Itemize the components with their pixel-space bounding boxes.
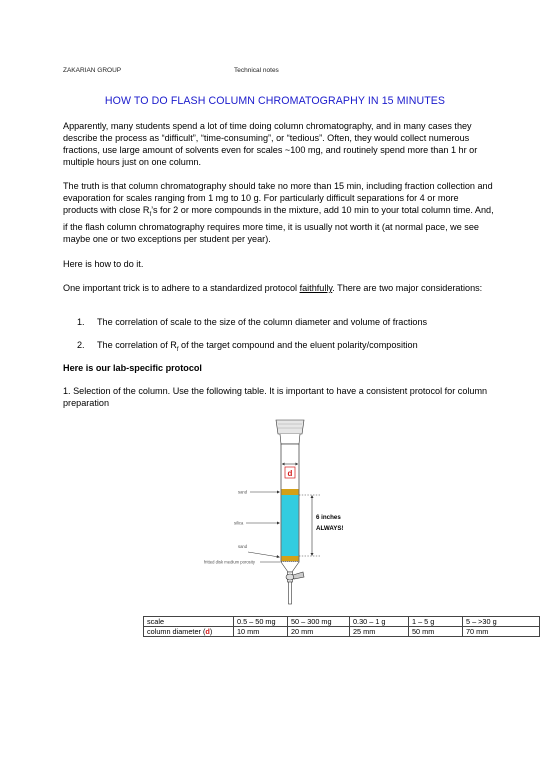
table-row xyxy=(144,627,540,637)
sand-bottom-layer xyxy=(282,556,299,561)
table-cell: 5 – >30 g xyxy=(463,617,540,627)
label-always: ALWAYS! xyxy=(316,525,344,532)
silica-layer xyxy=(282,495,299,556)
column-taper xyxy=(281,562,299,572)
table-cell: 70 mm xyxy=(463,627,540,637)
list-text: The correlation of scale to the size of the column diameter and volume of fractions xyxy=(97,317,428,327)
table-cell: 20 mm xyxy=(288,627,350,637)
glass-joint xyxy=(276,420,304,434)
table-cell: 50 – 300 mg xyxy=(288,617,350,627)
header-section: Technical notes xyxy=(234,67,279,74)
paragraph-intro: Apparently, many students spend a lot of time doing column chromatography, and in many cases they describe the process as “difficult”, “time-consuming”, or “tedious”. Often, they would collect numerous fractions, use large amount of solvents even for scales ~100 mg, and routinely spend more than 1 hr or multiple hours just on one column. xyxy=(63,121,478,168)
table-cell xyxy=(144,627,234,637)
list-number: 2. xyxy=(77,340,85,350)
row-label-d: d xyxy=(205,627,210,636)
label-silica: silica xyxy=(234,520,244,526)
paragraph-truth xyxy=(63,180,495,245)
table-row xyxy=(144,617,540,627)
list-text-part-b: of the target compound and the eluent polarity/composition xyxy=(178,340,418,350)
row-label-part-a: column diameter ( xyxy=(147,627,206,636)
table-cell: scale xyxy=(144,617,234,627)
rf-subscript: f xyxy=(149,212,152,218)
label-sand-bottom: sand xyxy=(238,544,248,549)
list-text-part-a: The correlation of R xyxy=(97,340,177,350)
column-diagram-svg xyxy=(200,412,360,610)
list-item xyxy=(77,316,497,328)
column-neck xyxy=(280,434,300,444)
table-cell: 10 mm xyxy=(234,627,288,637)
list-item xyxy=(77,339,497,356)
paragraph-truth-part-b: ’s for 2 or more compounds in the mixture, add 10 min to your total column time. And, if the flash column chromatography requires more time, it is usually not worth it (at normal pace, we see maybe one or two exceptions per student per year). xyxy=(63,205,494,245)
protocol-heading: Here is our lab-specific protocol xyxy=(63,363,202,373)
page-title: HOW TO DO FLASH COLUMN CHROMATOGRAPHY IN 15 MINUTES xyxy=(104,95,446,107)
faithfully-underlined: faithfully xyxy=(299,283,333,293)
scale-table xyxy=(143,616,540,637)
table-cell: 0.5 – 50 mg xyxy=(234,617,288,627)
column-diagram xyxy=(200,412,360,610)
stopcock-handle xyxy=(293,572,304,579)
diameter-label: d xyxy=(287,469,293,478)
table-cell: 50 mm xyxy=(409,627,463,637)
arrowhead xyxy=(277,491,280,494)
paragraph-column-selection: 1. Selection of the column. Use the following table. It is important to have a consistent protocol for column preparation xyxy=(63,386,488,409)
arrowhead xyxy=(277,522,280,525)
paragraph-trick-part-b: . There are two major considerations: xyxy=(332,283,483,293)
table-cell: 0.30 – 1 g xyxy=(350,617,409,627)
arrow-sand-bottom xyxy=(248,552,279,557)
arrowhead xyxy=(277,555,280,558)
list-number: 1. xyxy=(77,317,85,327)
label-six-inches: 6 inches xyxy=(316,514,341,521)
sand-top-layer xyxy=(282,489,299,495)
rf-subscript: f xyxy=(176,346,179,353)
column-tip xyxy=(289,582,292,604)
paragraph-trick-part-a: One important trick is to adhere to a standardized protocol xyxy=(63,283,300,293)
table-cell: 25 mm xyxy=(350,627,409,637)
table-cell: 1 – 5 g xyxy=(409,617,463,627)
header-group: ZAKARIAN GROUP xyxy=(63,67,122,74)
label-frit: fritted disk medium porosity xyxy=(204,559,255,565)
paragraph-trick xyxy=(63,282,495,294)
paragraph-how-to: Here is how to do it. xyxy=(63,259,144,269)
row-label-part-b: ) xyxy=(209,627,213,636)
paragraph-truth-part-a: The truth is that column chromatography should take no more than 15 min, including fraction collection and evaporation for scales ranging from 1 mg to 10 g. For particularly difficult separations for 4 or more products with close R xyxy=(63,181,493,216)
label-sand-top: sand xyxy=(238,489,248,495)
